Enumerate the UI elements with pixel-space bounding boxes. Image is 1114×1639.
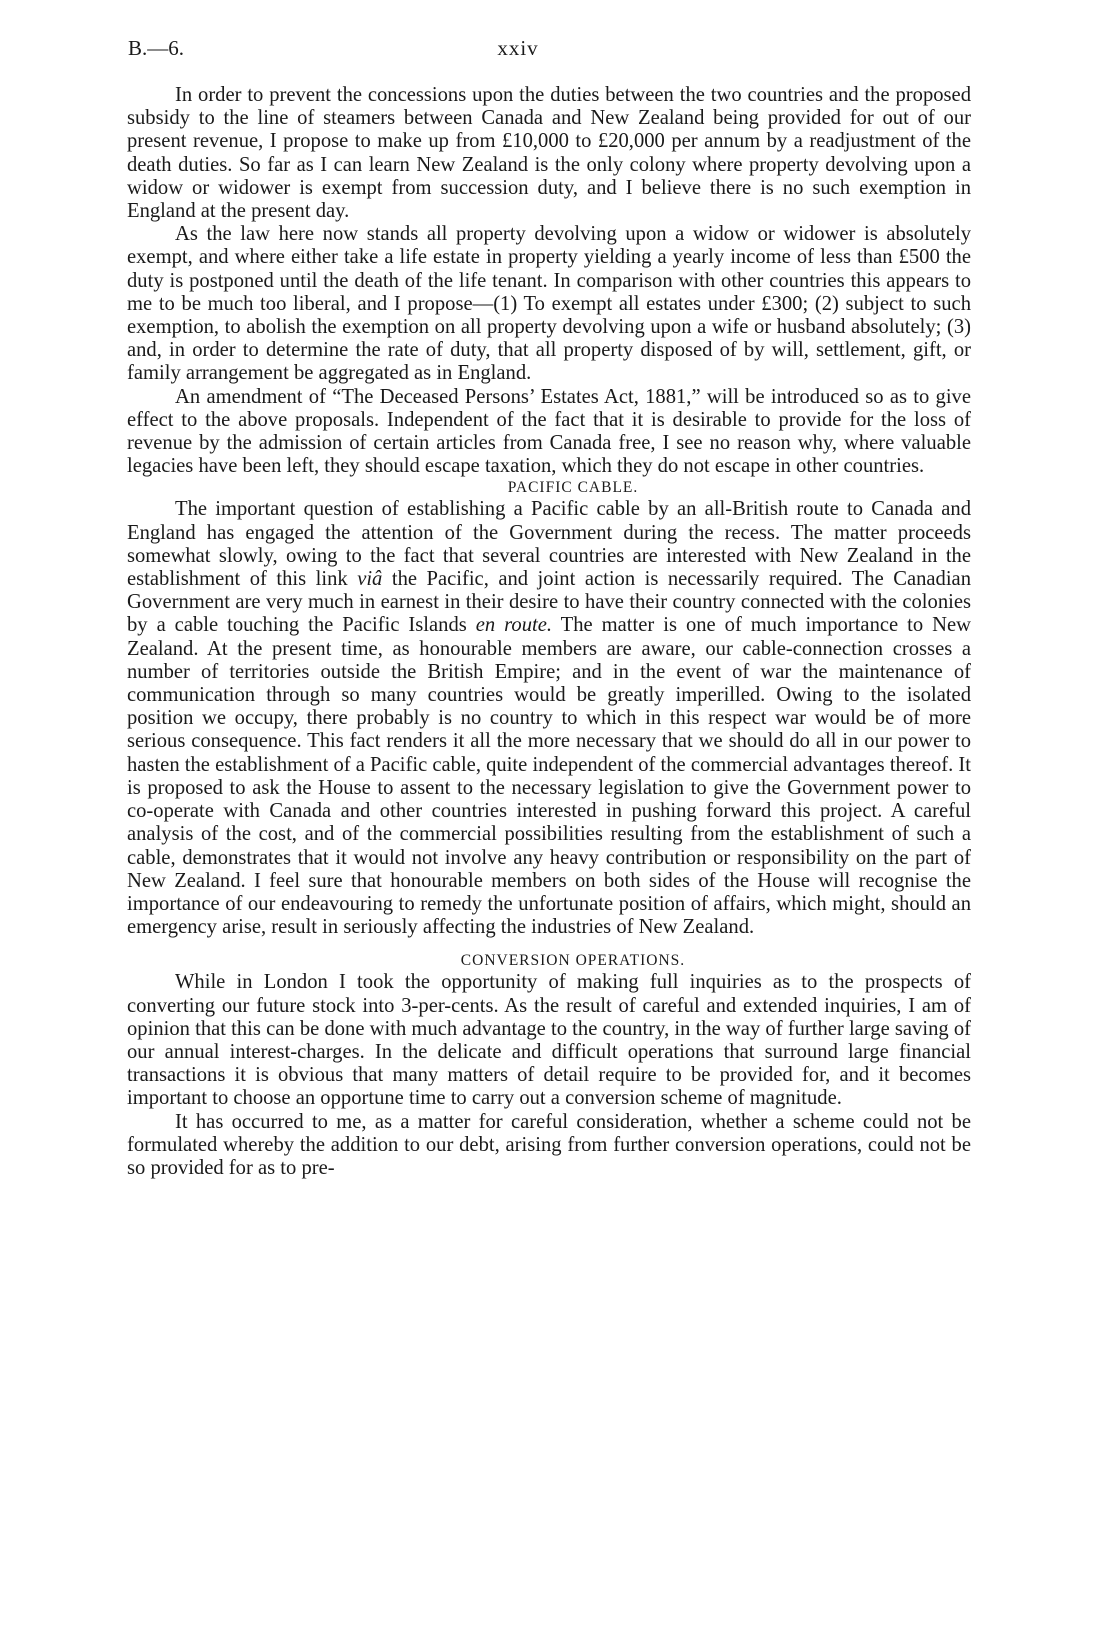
page-number: xxiv — [497, 36, 539, 60]
paragraph-death-duties-intro: In order to prevent the concessions upon the duties between the two countries and the proposed subsidy to the line of steamers between Canada and New Zealand being provided for out of our present revenue, I propose to make up from £10,000 to £20,000 per annum by a readjustment of the death duties. So far as I can learn New Zealand is the only colony where property devolving upon a widow or widower is exempt from succession duty, and I believe there is no such exemption in England at the present day. — [127, 84, 971, 223]
body-text — [127, 84, 971, 1180]
pacific-cable-text-3: The matter is one of much importance to New Zealand. At the present time, as honourable members are aware, our cable-connection crosses a number of territories outside the British Empire; and in the event of war the maintenance of communication through so many countries would be greatly imperilled. Owing to the isolated position we occupy, there probably is no country to which in this respect war would be of more serious consequence. This fact renders it all the more necessary that we should do all in our power to hasten the establishment of a Pacific cable, quite independent of the commercial advantages thereof. It is proposed to ask the House to assent to the necessary legislation to give the Government power to co-operate with Canada and other countries interested in pushing forward this project. A careful analysis of the cost, and of the commercial possibilities resulting from the establishment of such a cable, demonstrates that it would not involve any heavy contribution or responsibility on the part of New Zealand. I feel sure that honourable members on both sides of the House will recognise the importance of our endeavouring to remedy the unfortunate position of affairs, which might, should an emergency arise, result in seriously affecting the industries of New Zealand. — [127, 614, 972, 939]
pacific-cable-en-route: en route. — [475, 614, 553, 637]
heading-conversion-operations: CONVERSION OPERATIONS. — [460, 952, 686, 970]
paragraph-conversion-scheme: It has occurred to me, as a matter for careful consideration, whether a scheme could not be formulated whereby the addition to our debt, arising from further conversion operations, could not be so provided for as to pre- — [127, 1110, 971, 1179]
paragraph-estates-act-amendment: An amendment of “The Deceased Persons’ Estates Act, 1881,” will be introduced so as to give effect to the above proposals. Independent of the fact that it is desirable to provide for the loss of revenue by the admission of certain articles from Canada free, I see no reason why, where valuable legacies have been left, they should escape taxation, which they do not escape in other countries. — [127, 385, 971, 478]
running-head — [128, 36, 972, 66]
pacific-cable-text-1: The important question of establishing a Pacific cable by an all-British route to Canada and England has engaged the attention of the Government during the recess. The matter proceeds somewhat slowly, owing to the fact that several countries are interested with New Zealand in the establishment of this link — [127, 498, 971, 591]
pacific-cable-text-2: the Pacific, and joint action is necessarily required. The Canadian Government are very much in earnest in their desire to have their country connected with the colonies by a cable touching the Pacific Islands — [127, 568, 971, 637]
paragraph-law-widow-exemption: As the law here now stands all property devolving upon a widow or widower is absolutely exempt, and where either take a life estate in property yielding a yearly income of less than £500 the duty is postponed until the death of the life tenant. In comparison with other countries this appears to me to be much too liberal, and I propose—(1) To exempt all estates under £300; (2) subject to such exemption, to abolish the exemption on all property devolving upon a wife or husband absolutely; (3) and, in order to determine the rate of duty, that all property disposed of by will, settlement, gift, or family arrangement be aggregated as in England. — [127, 223, 971, 385]
paragraph-conversion-london: While in London I took the opportunity of making full inquiries as to the prospects of converting our future stock into 3-per-cents. As the result of careful and extended inquiries, I am of opinion that this can be done with much advantage to the country, in the way of further large saving of our annual interest-charges. In the delicate and difficult operations that surround large financial transactions it is obvious that many matters of detail require to be provided for, and it becomes important to choose an opportune time to carry out a conversion scheme of magnitude. — [127, 971, 971, 1110]
heading-pacific-cable: PACIFIC CABLE. — [507, 479, 639, 497]
pacific-cable-via: viâ — [357, 568, 383, 591]
document-reference: B.—6. — [128, 36, 185, 60]
paragraph-pacific-cable — [127, 498, 971, 939]
